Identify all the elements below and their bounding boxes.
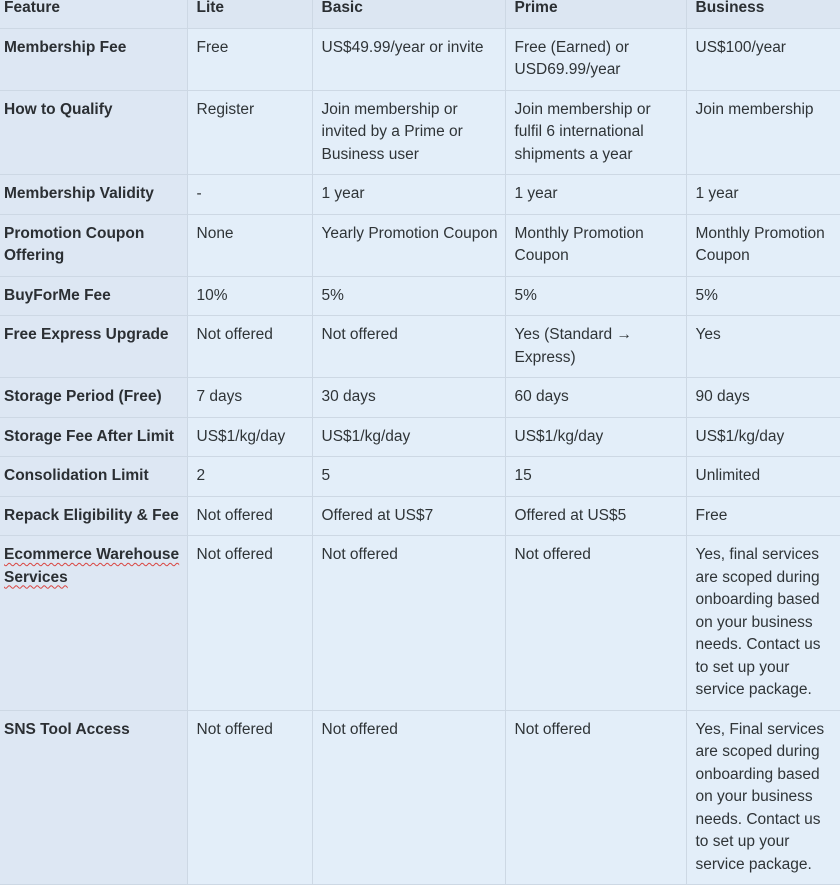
cell-business: Yes	[686, 316, 840, 378]
cell-basic: Not offered	[312, 710, 505, 885]
cell-business: Join membership	[686, 90, 840, 175]
cell-prime: US$1/kg/day	[505, 417, 686, 457]
cell-prime: Not offered	[505, 710, 686, 885]
cell-lite: None	[187, 214, 312, 276]
cell-lite: 2	[187, 457, 312, 497]
header-business: Business	[686, 0, 840, 28]
cell-business: 5%	[686, 276, 840, 316]
cell-business: Yes, final services are scoped during onboarding based on your business needs. Contact us to set up your service package.	[686, 536, 840, 711]
table-row	[0, 28, 840, 90]
cell-business: US$100/year	[686, 28, 840, 90]
cell-business: 90 days	[686, 378, 840, 418]
cell-basic: 30 days	[312, 378, 505, 418]
cell-lite: Free	[187, 28, 312, 90]
cell-basic: Offered at US$7	[312, 496, 505, 536]
table-row	[0, 536, 840, 711]
row-label: Ecommerce Warehouse Services	[0, 536, 187, 711]
table-row	[0, 417, 840, 457]
table-row	[0, 214, 840, 276]
cell-lite: 10%	[187, 276, 312, 316]
cell-business: 1 year	[686, 175, 840, 215]
cell-lite: 7 days	[187, 378, 312, 418]
header-prime: Prime	[505, 0, 686, 28]
cell-business: Unlimited	[686, 457, 840, 497]
cell-business: Yes, Final services are scoped during onboarding based on your business needs. Contact us to set up your service package.	[686, 710, 840, 885]
cell-business: Monthly Promotion Coupon	[686, 214, 840, 276]
cell-prime: 5%	[505, 276, 686, 316]
table-row	[0, 316, 840, 378]
table-row	[0, 175, 840, 215]
table-row	[0, 378, 840, 418]
cell-prime: 60 days	[505, 378, 686, 418]
row-label: Consolidation Limit	[0, 457, 187, 497]
header-basic: Basic	[312, 0, 505, 28]
row-label: How to Qualify	[0, 90, 187, 175]
header-lite: Lite	[187, 0, 312, 28]
cell-basic: Not offered	[312, 536, 505, 711]
header-row	[0, 0, 840, 28]
cell-lite: US$1/kg/day	[187, 417, 312, 457]
cell-basic: Join membership or invited by a Prime or Business user	[312, 90, 505, 175]
row-label: Promotion Coupon Offering	[0, 214, 187, 276]
row-label: SNS Tool Access	[0, 710, 187, 885]
header-feature: Feature	[0, 0, 187, 28]
cell-lite: -	[187, 175, 312, 215]
cell-basic: US$1/kg/day	[312, 417, 505, 457]
table-row	[0, 276, 840, 316]
cell-business: US$1/kg/day	[686, 417, 840, 457]
row-label: Storage Period (Free)	[0, 378, 187, 418]
row-label: Repack Eligibility & Fee	[0, 496, 187, 536]
cell-lite: Not offered	[187, 496, 312, 536]
cell-basic: 5	[312, 457, 505, 497]
cell-basic: 5%	[312, 276, 505, 316]
cell-prime: 1 year	[505, 175, 686, 215]
table-row	[0, 496, 840, 536]
table-row	[0, 457, 840, 497]
cell-basic: US$49.99/year or invite	[312, 28, 505, 90]
cell-lite: Register	[187, 90, 312, 175]
cell-lite: Not offered	[187, 710, 312, 885]
cell-basic: Not offered	[312, 316, 505, 378]
cell-basic: Yearly Promotion Coupon	[312, 214, 505, 276]
cell-basic: 1 year	[312, 175, 505, 215]
table-row	[0, 90, 840, 175]
cell-prime: Not offered	[505, 536, 686, 711]
cell-prime: Monthly Promotion Coupon	[505, 214, 686, 276]
row-label: Membership Validity	[0, 175, 187, 215]
cell-lite: Not offered	[187, 316, 312, 378]
cell-prime: Yes (Standard → Express)	[505, 316, 686, 378]
cell-prime: Free (Earned) or USD69.99/year	[505, 28, 686, 90]
row-label: Free Express Upgrade	[0, 316, 187, 378]
row-label: Membership Fee	[0, 28, 187, 90]
cell-business: Free	[686, 496, 840, 536]
row-label: Storage Fee After Limit	[0, 417, 187, 457]
row-label: BuyForMe Fee	[0, 276, 187, 316]
cell-lite: Not offered	[187, 536, 312, 711]
table-row	[0, 710, 840, 885]
cell-prime: Join membership or fulfil 6 international shipments a year	[505, 90, 686, 175]
cell-prime: Offered at US$5	[505, 496, 686, 536]
cell-prime: 15	[505, 457, 686, 497]
